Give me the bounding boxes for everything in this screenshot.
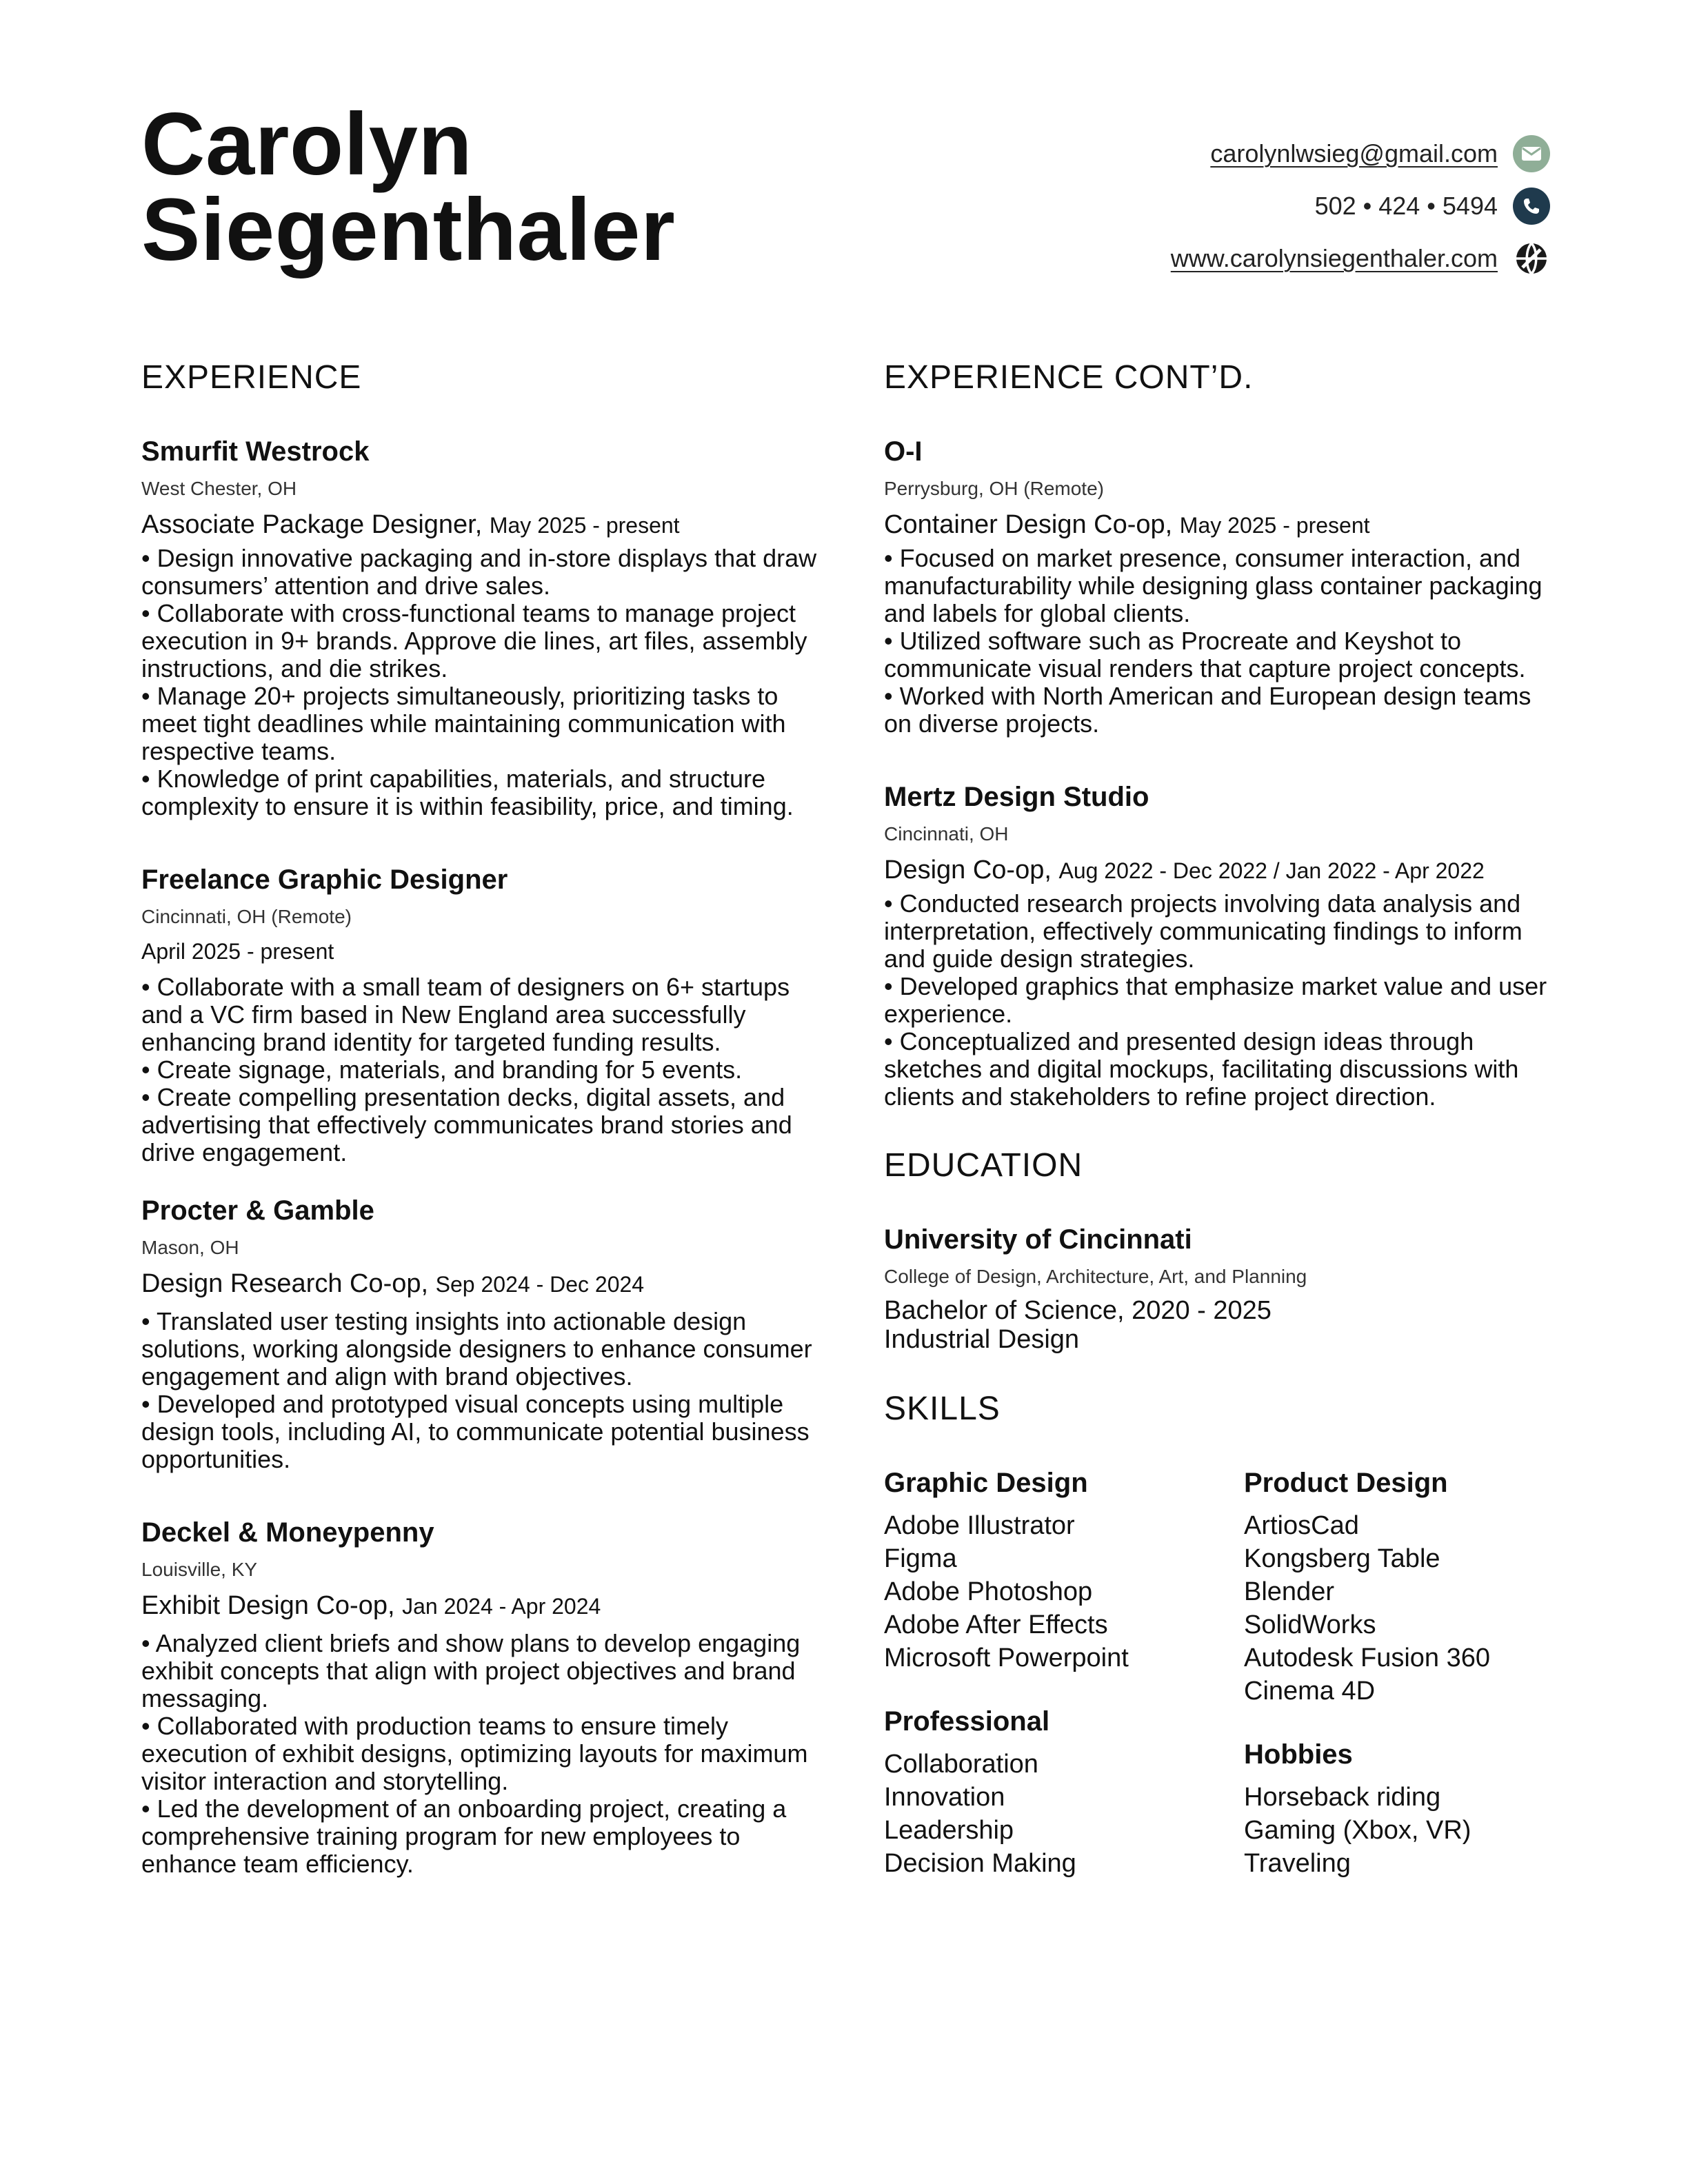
job-dates: Jan 2024 - Apr 2024 — [402, 1594, 601, 1619]
skill-item: Blender — [1244, 1577, 1334, 1606]
experience-contd-heading: EXPERIENCE CONT’D. — [884, 359, 1254, 396]
job-role — [141, 508, 817, 542]
job-bullets — [884, 545, 1560, 738]
job-title: Associate Package Designer, — [141, 510, 483, 539]
skills-heading: SKILLS — [884, 1391, 1001, 1427]
job-location: Mason, OH — [141, 1237, 239, 1258]
left-column — [141, 358, 817, 1921]
job-location: West Chester, OH — [141, 478, 297, 499]
skill-group-title: Hobbies — [1244, 1739, 1353, 1770]
skill-item: Leadership — [884, 1816, 1014, 1845]
job-dates: Sep 2024 - Dec 2024 — [435, 1272, 645, 1297]
bullet-item: • Conceptualized and presented design ideas through sketches and digital mockups, facilitating discussions with clients and stakeholders to refine project direction. — [884, 1027, 1519, 1111]
skill-item: Adobe Photoshop — [884, 1577, 1093, 1606]
bullet-item: • Worked with North American and European design teams on diverse projects. — [884, 682, 1531, 738]
bullet-item: • Analyzed client briefs and show plans to develop engaging exhibit concepts that align with project objectives and brand messaging. — [141, 1629, 801, 1712]
phone-number[interactable]: 502 • 424 • 5494 — [1314, 192, 1498, 220]
job-role — [141, 1589, 817, 1623]
skills-column — [884, 1466, 1244, 1910]
college-name: College of Design, Architecture, Art, and Planning — [884, 1266, 1307, 1287]
education-heading: EDUCATION — [884, 1147, 1083, 1184]
globe-icon — [1513, 240, 1550, 277]
bullet-item: • Create compelling presentation decks, digital assets, and advertising that effectively communicates brand stories and drive engagement. — [141, 1083, 792, 1166]
skills-grid — [884, 1466, 1560, 1910]
skill-item: SolidWorks — [1244, 1610, 1376, 1639]
skill-item: Kongsberg Table — [1244, 1544, 1440, 1573]
bullet-item: • Collaborate with cross-functional teams to manage project execution in 9+ brands. Approve die lines, art files, assembly instructions, and die strikes. — [141, 599, 807, 682]
contact-email-row — [1171, 128, 1550, 180]
name-line-first: Carolyn — [141, 95, 473, 194]
bullet-item: • Design innovative packaging and in-store displays that draw consumers’ attention and drive sales. — [141, 544, 817, 600]
company-name: Procter & Gamble — [141, 1195, 374, 1226]
job-title: Design Research Co-op, — [141, 1269, 429, 1298]
experience-heading: EXPERIENCE — [141, 359, 362, 396]
bullet-item: • Knowledge of print capabilities, materials, and structure complexity to ensure it is within feasibility, price, and timing. — [141, 765, 794, 820]
bullet-item: • Led the development of an onboarding project, creating a comprehensive training program for new employees to enhance team efficiency. — [141, 1794, 787, 1878]
skill-item: Collaboration — [884, 1750, 1038, 1779]
school-name: University of Cincinnati — [884, 1224, 1192, 1255]
major: Industrial Design — [884, 1325, 1080, 1354]
right-column — [884, 358, 1560, 1910]
job-dates: May 2025 - present — [1179, 513, 1370, 538]
job-bullets — [141, 545, 817, 820]
job-role — [141, 1267, 817, 1301]
skill-group — [1244, 1738, 1560, 1880]
contact-block — [1171, 128, 1550, 285]
bullet-item: • Focused on market presence, consumer interaction, and manufacturability while designing glass container packaging and labels for global clients. — [884, 544, 1543, 627]
bullet-item: • Utilized software such as Procreate and Keyshot to communicate visual renders that capture project concepts. — [884, 627, 1526, 682]
bullet-item: • Translated user testing insights into actionable design solutions, working alongside designers to enhance consumer engagement and align with brand objectives. — [141, 1307, 812, 1391]
company-name: O-I — [884, 436, 923, 467]
skill-item: Microsoft Powerpoint — [884, 1644, 1129, 1672]
skill-group-title: Professional — [884, 1706, 1050, 1737]
skill-item: ArtiosCad — [1244, 1511, 1359, 1540]
company-name: Freelance Graphic Designer — [141, 865, 508, 895]
bullet-item: • Manage 20+ projects simultaneously, prioritizing tasks to meet tight deadlines while maintaining communication with respective teams. — [141, 682, 786, 765]
skills-column — [1244, 1466, 1560, 1910]
company-name: Deckel & Moneypenny — [141, 1517, 434, 1548]
skill-item: Horseback riding — [1244, 1783, 1441, 1812]
job-entry — [141, 435, 817, 820]
bullet-item: • Developed graphics that emphasize market value and user experience. — [884, 972, 1547, 1028]
education-entry — [884, 1223, 1560, 1354]
phone-icon — [1513, 188, 1550, 225]
job-role — [884, 853, 1560, 887]
job-location: Cincinnati, OH — [884, 823, 1009, 845]
skill-item: Gaming (Xbox, VR) — [1244, 1816, 1471, 1845]
skill-item: Autodesk Fusion 360 — [1244, 1644, 1491, 1672]
skill-item: Adobe Illustrator — [884, 1511, 1075, 1540]
job-entry — [141, 1194, 817, 1473]
company-name: Smurfit Westrock — [141, 436, 370, 467]
job-bullets — [884, 890, 1560, 1111]
job-title: Design Co-op, — [884, 856, 1052, 884]
bullet-item: • Create signage, materials, and branding for 5 events. — [141, 1055, 743, 1084]
skill-item: Innovation — [884, 1783, 1005, 1812]
contact-website-row — [1171, 232, 1550, 285]
contact-phone-row — [1171, 180, 1550, 232]
job-bullets — [141, 1630, 817, 1878]
skill-group — [884, 1466, 1244, 1675]
bullet-item: • Conducted research projects involving data analysis and interpretation, effectively communicating findings to inform and guide design strategies. — [884, 889, 1523, 973]
job-dates: Aug 2022 - Dec 2022 / Jan 2022 - Apr 2022 — [1058, 858, 1485, 883]
bullet-item: • Collaborate with a small team of designers on 6+ startups and a VC firm based in New England area successfully enhancing brand identity for targeted funding results. — [141, 973, 790, 1056]
bullet-item: • Developed and prototyped visual concepts using multiple design tools, including AI, to communicate potential business opportunities. — [141, 1390, 810, 1473]
job-entry — [884, 435, 1560, 738]
job-entry — [141, 1516, 817, 1878]
skill-item: Figma — [884, 1544, 957, 1573]
job-location: Cincinnati, OH (Remote) — [141, 906, 352, 927]
website-link[interactable]: www.carolynsiegenthaler.com — [1170, 244, 1498, 272]
email-link[interactable]: carolynlwsieg@gmail.com — [1210, 139, 1498, 168]
job-dates: May 2025 - present — [489, 513, 680, 538]
skill-group-title: Product Design — [1244, 1468, 1448, 1498]
job-bullets — [141, 973, 817, 1166]
job-role — [884, 508, 1560, 542]
skill-group-title: Graphic Design — [884, 1468, 1088, 1498]
job-entry — [884, 780, 1560, 1111]
name-line-last: Siegenthaler — [141, 181, 676, 279]
skill-item: Traveling — [1244, 1849, 1351, 1878]
company-name: Mertz Design Studio — [884, 782, 1149, 812]
job-bullets — [141, 1308, 817, 1473]
skill-item: Adobe After Effects — [884, 1610, 1108, 1639]
job-title: Container Design Co-op, — [884, 510, 1173, 539]
job-location: Louisville, KY — [141, 1559, 258, 1580]
bullet-item: • Collaborated with production teams to ensure timely execution of exhibit designs, optimizing layouts for maximum visitor interaction and storytelling. — [141, 1712, 808, 1795]
mail-icon — [1513, 135, 1550, 172]
job-title: Exhibit Design Co-op, — [141, 1591, 395, 1620]
skill-group — [884, 1705, 1244, 1880]
degree: Bachelor of Science, 2020 - 2025 — [884, 1296, 1272, 1325]
job-location: Perrysburg, OH (Remote) — [884, 478, 1104, 499]
job-dates: April 2025 - present — [141, 939, 334, 964]
skill-item: Cinema 4D — [1244, 1677, 1376, 1706]
candidate-name — [141, 95, 676, 279]
skill-group — [1244, 1466, 1560, 1708]
skill-item: Decision Making — [884, 1849, 1076, 1878]
job-entry — [141, 863, 817, 1166]
